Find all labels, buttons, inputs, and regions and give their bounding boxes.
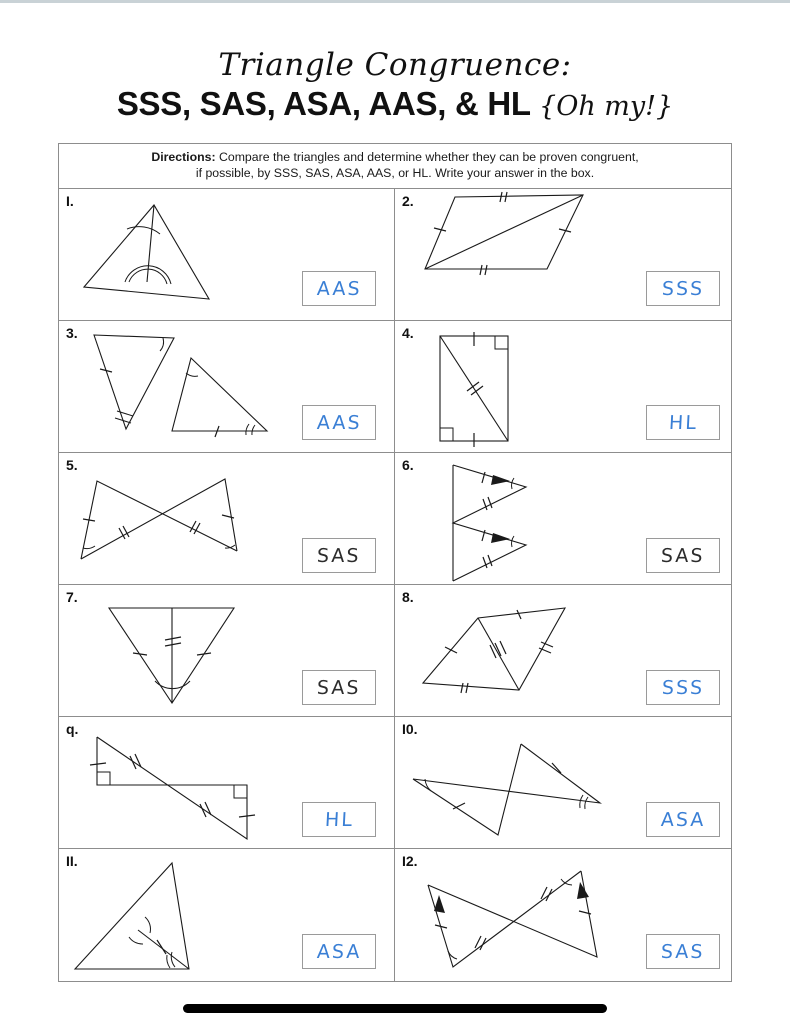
title-main-line <box>0 84 790 127</box>
answer-box-3[interactable] <box>302 405 376 440</box>
answer-text: SAS <box>316 544 362 567</box>
page-title <box>0 48 790 127</box>
answer-text: SSS <box>661 676 705 699</box>
page-top-rule <box>0 0 790 3</box>
answer-box-10[interactable] <box>646 802 720 837</box>
problem-cell-12 <box>395 849 731 981</box>
title-ohmy-text: {Oh my!} <box>539 91 674 122</box>
problem-grid <box>59 189 731 981</box>
answer-text: AAS <box>316 411 362 434</box>
problem-cell-10 <box>395 717 731 849</box>
bottom-bar <box>183 1004 607 1013</box>
problem-number: I2. <box>402 853 418 869</box>
answer-text: SAS <box>660 940 706 963</box>
answer-text: HL <box>323 808 355 831</box>
answer-text: ASA <box>660 808 706 831</box>
problem-cell-4 <box>395 321 731 453</box>
answer-box-12[interactable] <box>646 934 720 969</box>
directions <box>59 144 731 189</box>
answer-text: SAS <box>660 544 706 567</box>
problem-number: 8. <box>402 589 414 605</box>
answer-text: SAS <box>316 676 362 699</box>
problem-number: I. <box>66 193 74 209</box>
worksheet-table <box>58 143 732 982</box>
answer-text: HL <box>667 411 699 434</box>
answer-box-4[interactable] <box>646 405 720 440</box>
problem-cell-2 <box>395 189 731 321</box>
problem-cell-9 <box>59 717 395 849</box>
answer-box-1[interactable] <box>302 271 376 306</box>
answer-text: SSS <box>661 277 705 300</box>
problem-number: 3. <box>66 325 78 341</box>
answer-box-2[interactable] <box>646 271 720 306</box>
title-main-text: SSS, SAS, ASA, AAS, & HL <box>116 85 531 122</box>
answer-box-11[interactable] <box>302 934 376 969</box>
answer-box-7[interactable] <box>302 670 376 705</box>
answer-box-5[interactable] <box>302 538 376 573</box>
answer-box-6[interactable] <box>646 538 720 573</box>
answer-box-8[interactable] <box>646 670 720 705</box>
problem-number: II. <box>66 853 78 869</box>
problem-number: 2. <box>402 193 414 209</box>
problem-cell-5 <box>59 453 395 585</box>
directions-label: Directions: <box>151 150 216 164</box>
directions-line-2: if possible, by SSS, SAS, ASA, AAS, or HL. Write your answer in the box. <box>195 166 595 180</box>
problem-number: 6. <box>402 457 414 473</box>
title-script-line: Triangle Congruence: <box>218 47 572 83</box>
problem-number: 7. <box>66 589 78 605</box>
problem-cell-8 <box>395 585 731 717</box>
answer-text: ASA <box>316 940 362 963</box>
answer-box-9[interactable] <box>302 802 376 837</box>
answer-text: AAS <box>316 277 362 300</box>
directions-line-1: Compare the triangles and determine whether they can be proven congruent, <box>218 150 639 164</box>
problem-cell-6 <box>395 453 731 585</box>
problem-cell-11 <box>59 849 395 981</box>
problem-number: 5. <box>66 457 78 473</box>
problem-number: I0. <box>402 721 418 737</box>
problem-number: 4. <box>402 325 414 341</box>
problem-number: q. <box>66 721 79 737</box>
problem-cell-3 <box>59 321 395 453</box>
problem-cell-1 <box>59 189 395 321</box>
problem-cell-7 <box>59 585 395 717</box>
